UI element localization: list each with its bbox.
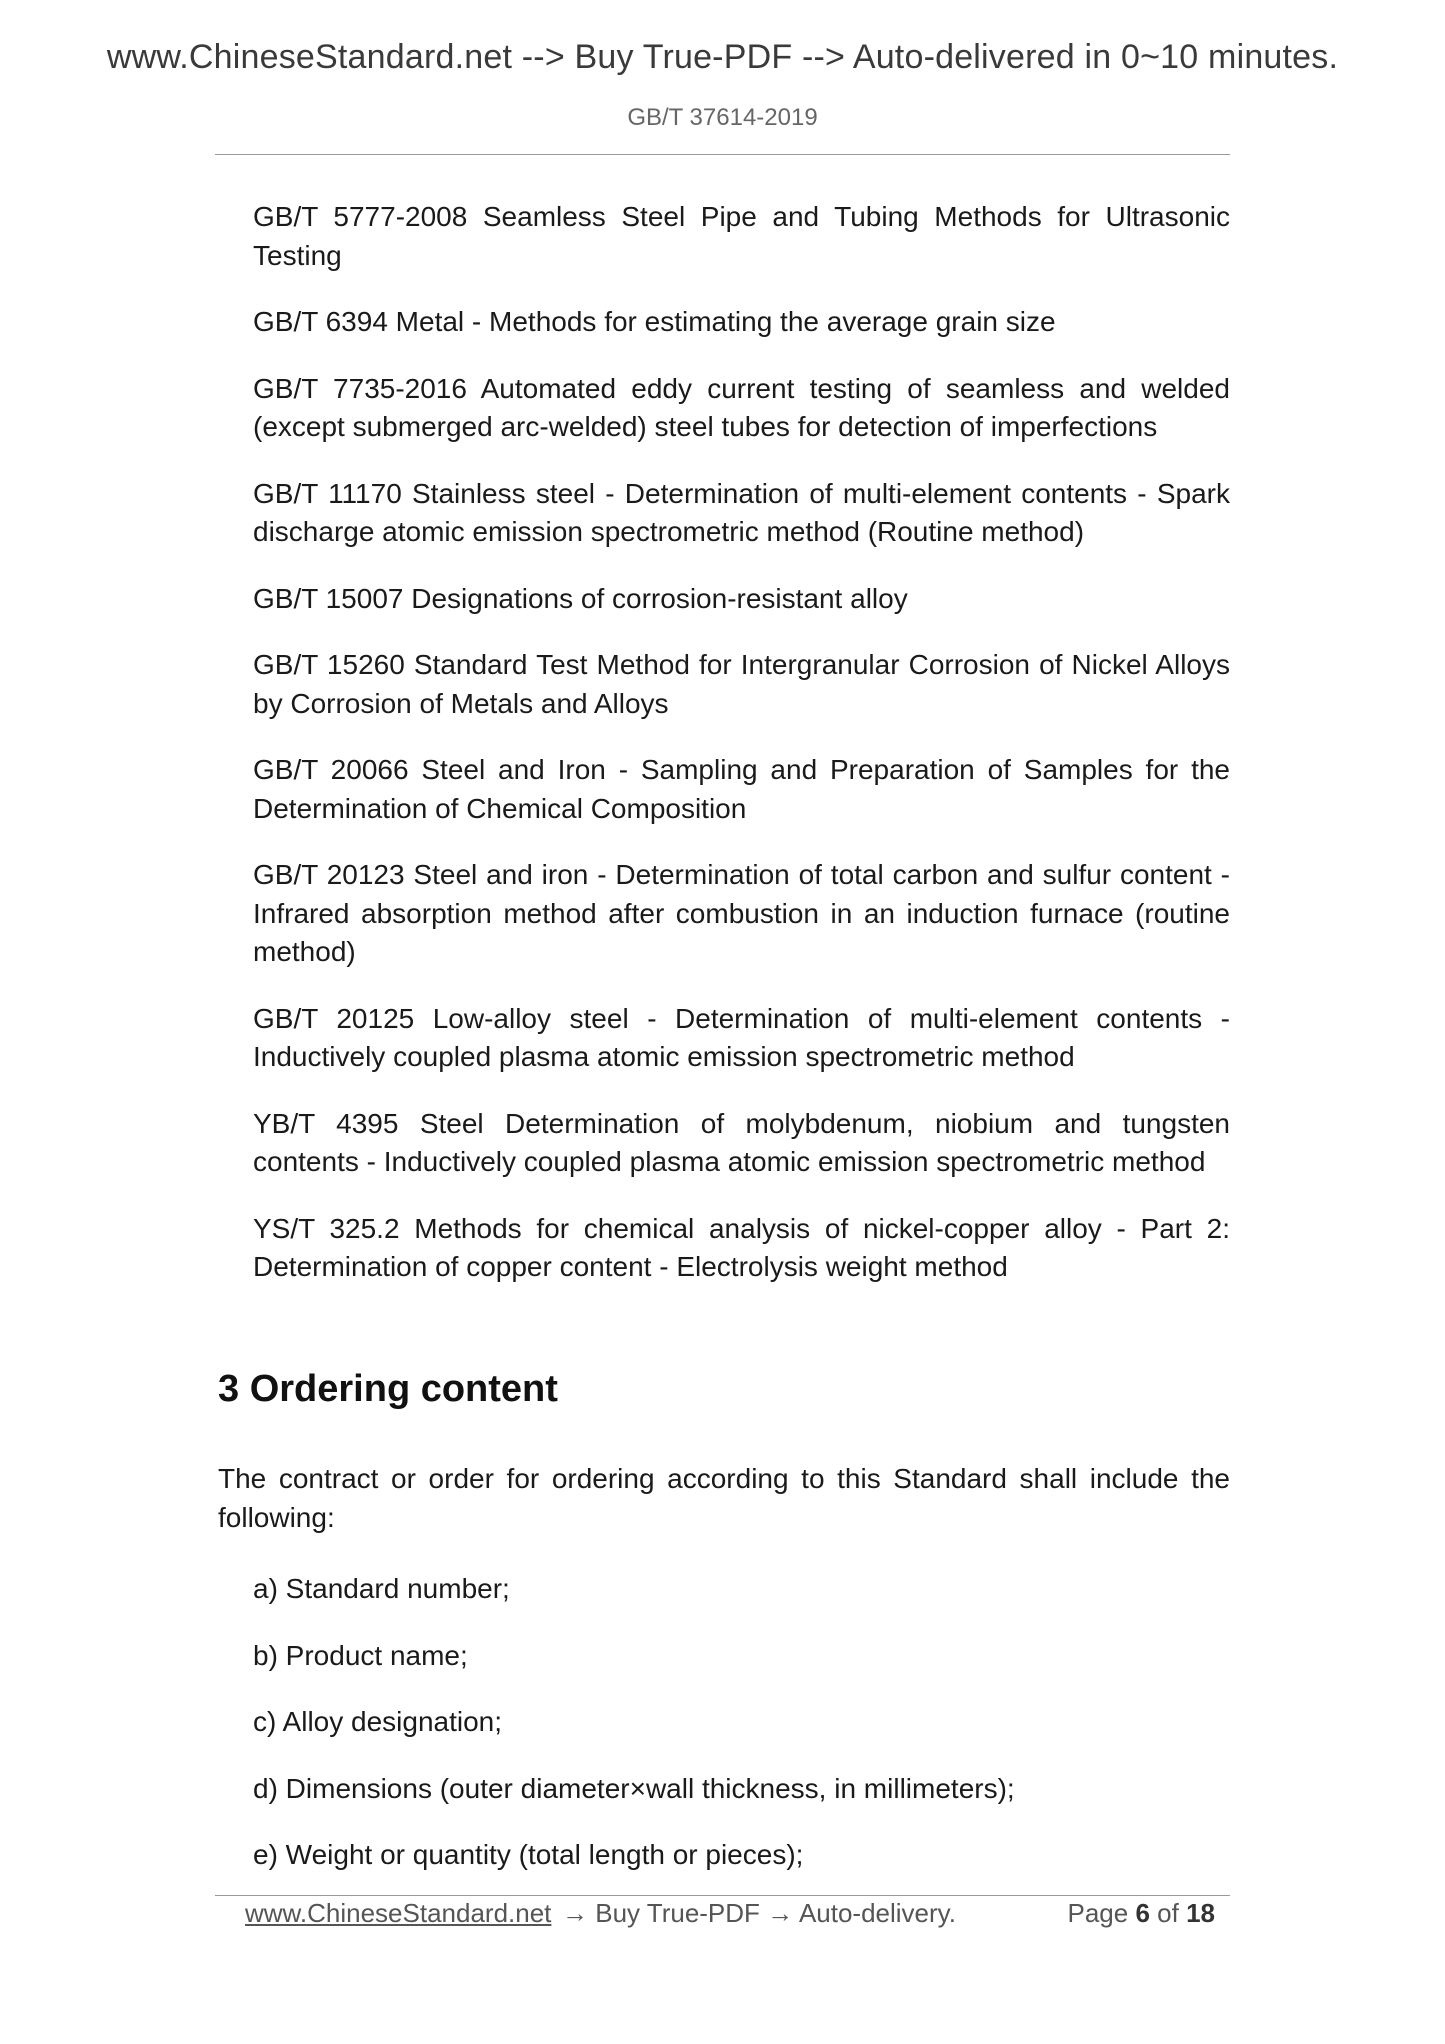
page-label: Page	[1067, 1898, 1129, 1928]
list-item: d) Dimensions (outer diameter×wall thickness, in millimeters);	[253, 1772, 1015, 1804]
header-banner: www.ChineseStandard.net --> Buy True-PDF --> Auto-delivered in 0~10 minutes.	[106, 38, 1339, 76]
reference-item: GB/T 20066 Steel and Iron - Sampling and Preparation of Samples for the Determination of Chemical Composition	[253, 754, 1230, 824]
footer-divider	[215, 1895, 1230, 1896]
reference-item: GB/T 15007 Designations of corrosion-resistant alloy	[253, 582, 908, 614]
page-of-label: of	[1157, 1898, 1179, 1928]
reference-item: GB/T 20123 Steel and iron - Determination of total carbon and sulfur content - Infrared absorption method after combustion in an induction furnace (routine method)	[253, 859, 1230, 967]
header-divider	[215, 154, 1230, 155]
total-pages-number: 18	[1186, 1898, 1215, 1928]
list-item: c) Alloy designation;	[253, 1706, 503, 1737]
list-item: a) Standard number;	[253, 1573, 510, 1604]
page-footer	[245, 1898, 1215, 1938]
list-item: b) Product name;	[253, 1639, 468, 1671]
document-number: GB/T 37614-2019	[627, 104, 818, 131]
normative-references-list	[253, 198, 1230, 1315]
ordering-items-list	[253, 1570, 1230, 1903]
reference-item: GB/T 15260 Standard Test Method for Intergranular Corrosion of Nickel Alloys by Corrosion of Metals and Alloys	[253, 649, 1230, 719]
section-heading: 3 Ordering content	[218, 1368, 558, 1410]
footer-website-link[interactable]: www.ChineseStandard.net	[245, 1898, 552, 1928]
list-item: e) Weight or quantity (total length or pieces);	[253, 1839, 804, 1870]
section-intro-paragraph: The contract or order for ordering according to this Standard shall include the following:	[218, 1463, 1230, 1533]
page-indicator	[1067, 1898, 1215, 1929]
current-page-number: 6	[1135, 1898, 1150, 1928]
reference-item: GB/T 5777-2008 Seamless Steel Pipe and Tubing Methods for Ultrasonic Testing	[253, 201, 1230, 271]
reference-item: GB/T 6394 Metal - Methods for estimating the average grain size	[253, 306, 1056, 337]
reference-item: YS/T 325.2 Methods for chemical analysis of nickel-copper alloy - Part 2: Determination of copper content - Electrolysis weight method	[253, 1212, 1230, 1282]
reference-item: GB/T 7735-2016 Automated eddy current testing of seamless and welded (except submerged arc-welded) steel tubes for detection of imperfections	[253, 372, 1230, 442]
footer-tagline: → Buy True-PDF → Auto-delivery.	[562, 1898, 956, 1928]
reference-item: GB/T 20125 Low-alloy steel - Determination of multi-element contents - Inductively coupled plasma atomic emission spectrometric method	[253, 1002, 1230, 1072]
reference-item: GB/T 11170 Stainless steel - Determination of multi-element contents - Spark discharge atomic emission spectrometric method (Routine method)	[253, 477, 1230, 547]
reference-item: YB/T 4395 Steel Determination of molybdenum, niobium and tungsten contents - Inductively coupled plasma atomic emission spectrometric method	[253, 1107, 1230, 1177]
